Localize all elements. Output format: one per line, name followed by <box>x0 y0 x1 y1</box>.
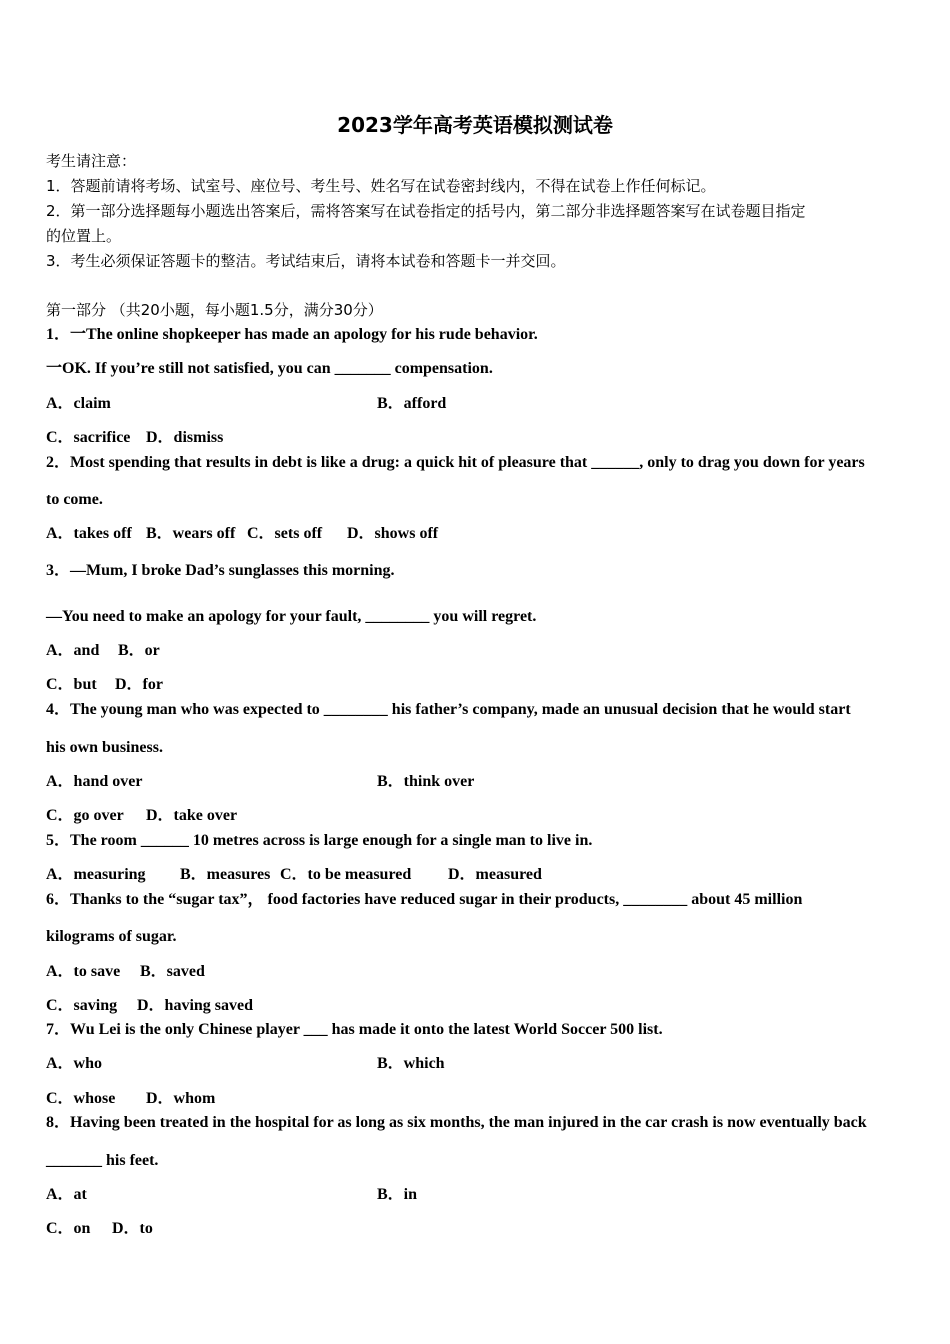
option: C．go over <box>46 807 124 824</box>
question-stem: 一OK. If you’re still not satisfied, you can _______ compensation. <box>46 360 493 377</box>
page-title: 2023学年高考英语模拟测试卷 <box>337 113 613 137</box>
option: C．sacrifice <box>46 429 131 446</box>
option: B．which <box>377 1055 445 1072</box>
option: B．measures <box>180 866 271 883</box>
question-stem: 4．The young man who was expected to ________ his father’s company, made an unusual decision that he would start <box>46 701 851 718</box>
option: A．hand over <box>46 773 143 790</box>
section-heading: 第一部分 （共20小题，每小题1.5分，满分30分） <box>46 301 383 319</box>
option: A．at <box>46 1186 87 1203</box>
question-stem: 3．—Mum, I broke Dad’s sunglasses this morning. <box>46 562 395 579</box>
option: D．dismiss <box>146 429 224 446</box>
option: B．wears off <box>146 525 236 542</box>
question-stem: 6．Thanks to the “sugar tax”， food factories have reduced sugar in their products, ________ about 45 million <box>46 891 803 908</box>
option: A．who <box>46 1055 103 1072</box>
question-stem: 2．Most spending that results in debt is like a drug: a quick hit of pleasure that ______, only to drag you down for years <box>46 454 865 471</box>
question-stem: 8．Having been treated in the hospital for as long as six months, the man injured in the car crash is now eventually back <box>46 1114 867 1131</box>
option: C．on <box>46 1220 91 1237</box>
question-stem: 5．The room ______ 10 metres across is large enough for a single man to live in. <box>46 832 593 849</box>
option: B．afford <box>377 395 447 412</box>
question-stem: _______ his feet. <box>46 1152 159 1169</box>
option: B．in <box>377 1186 418 1203</box>
notice-heading: 考生请注意： <box>46 152 137 170</box>
option: D．shows off <box>347 525 439 542</box>
notice-item: 的位置上。 <box>46 227 122 245</box>
option: D．to <box>112 1220 153 1237</box>
option: A．and <box>46 642 100 659</box>
option: C．to be measured <box>280 866 412 883</box>
option: B．think over <box>377 773 475 790</box>
option: B．or <box>118 642 160 659</box>
question-stem: kilograms of sugar. <box>46 928 177 945</box>
option: A．claim <box>46 395 111 412</box>
option: D．take over <box>146 807 238 824</box>
option: D．whom <box>146 1090 216 1107</box>
question-stem: his own business. <box>46 739 163 756</box>
notice-item: 1．答题前请将考场、试室号、座位号、考生号、姓名写在试卷密封线内，不得在试卷上作任何标记。 <box>46 177 716 195</box>
option: C．saving <box>46 997 118 1014</box>
option: C．but <box>46 676 97 693</box>
option: D．for <box>115 676 163 693</box>
option: B．saved <box>140 963 205 980</box>
question-stem: to come. <box>46 491 103 508</box>
option: D．measured <box>448 866 542 883</box>
question-stem: 1．一The online shopkeeper has made an apology for his rude behavior. <box>46 326 538 343</box>
question-stem: —You need to make an apology for your fault, ________ you will regret. <box>46 608 537 625</box>
option: C．whose <box>46 1090 116 1107</box>
notice-item: 3．考生必须保证答题卡的整洁。考试结束后，请将本试卷和答题卡一并交回。 <box>46 252 566 270</box>
option: A．takes off <box>46 525 132 542</box>
option: D．having saved <box>137 997 254 1014</box>
option: C．sets off <box>247 525 323 542</box>
option: A．measuring <box>46 866 146 883</box>
question-stem: 7．Wu Lei is the only Chinese player ___ has made it onto the latest World Soccer 500 list. <box>46 1021 663 1038</box>
option: A．to save <box>46 963 121 980</box>
notice-item: 2．第一部分选择题每小题选出答案后，需将答案写在试卷指定的括号内，第二部分非选择题答案写在试卷题目指定 <box>46 202 806 220</box>
